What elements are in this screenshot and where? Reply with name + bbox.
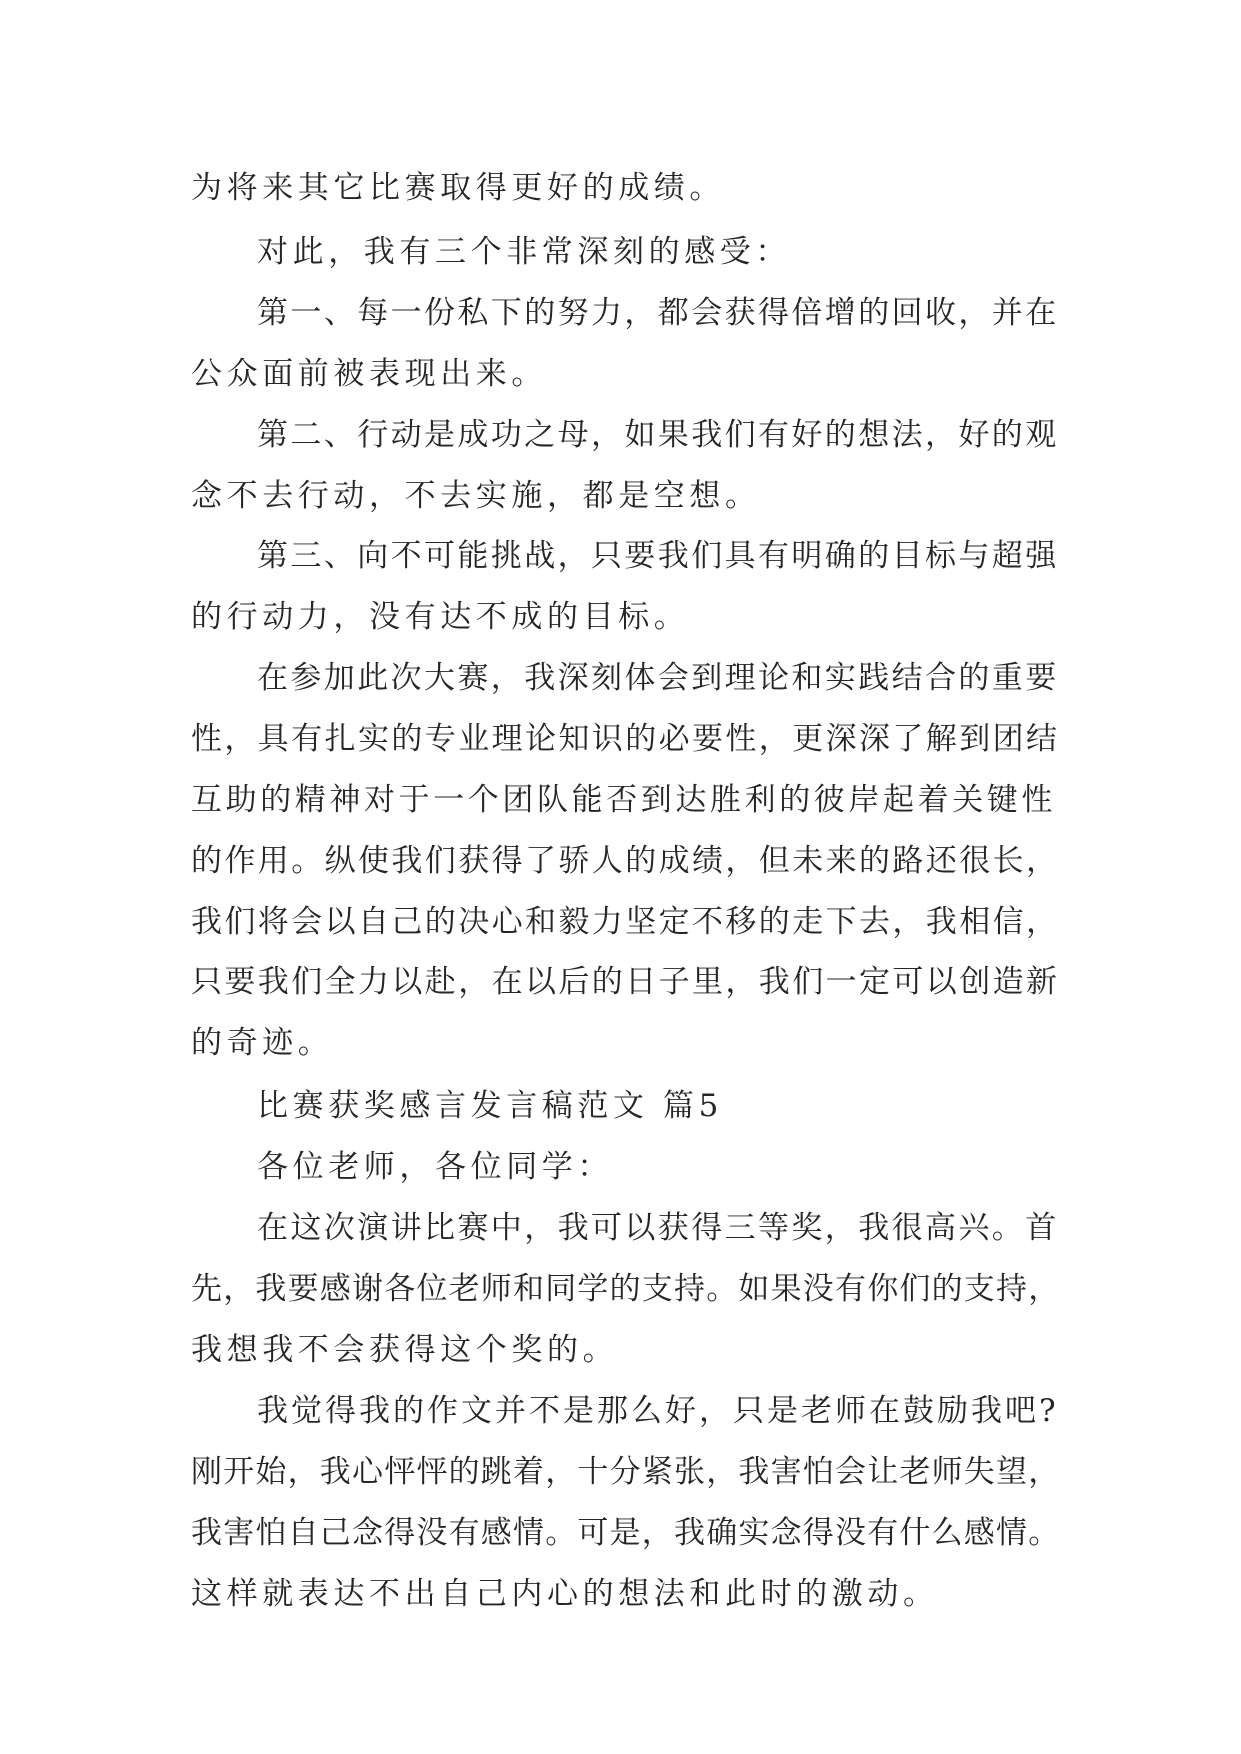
text-line: 的奇迹。 — [191, 1025, 334, 1061]
text-line: 刚开始，我心怦怦的跳着，十分紧张，我害怕会让老师失望， — [191, 1454, 1061, 1490]
text-line: 只要我们全力以赴，在以后的日子里，我们一定可以创造新 — [191, 964, 1060, 1000]
text-line: 为将来其它比赛取得更好的成绩。 — [191, 170, 725, 206]
text-line: 念不去行动，不去实施，都是空想。 — [191, 478, 761, 514]
text-line: 第二、行动是成功之母，如果我们有好的想法，好的观 — [257, 417, 1059, 453]
text-line: 先，我要感谢各位老师和同学的支持。如果没有你们的支持， — [191, 1271, 1061, 1307]
text-line: 这样就表达不出自己内心的想法和此时的激动。 — [191, 1576, 939, 1612]
text-line: 我想我不会获得这个奖的。 — [191, 1332, 619, 1368]
text-line: 我害怕自己念得没有感情。可是，我确实念得没有什么感情。 — [191, 1515, 1061, 1551]
text-line: 的作用。纵使我们获得了骄人的成绩，但未来的路还很长， — [191, 843, 1060, 879]
text-line: 第一、每一份私下的努力，都会获得倍增的回收，并在 — [257, 295, 1059, 331]
text-line: 对此，我有三个非常深刻的感受： — [257, 234, 791, 270]
text-line: 在参加此次大赛，我深刻体会到理论和实践结合的重要 — [257, 660, 1059, 696]
text-line: 的行动力，没有达不成的目标。 — [191, 599, 690, 635]
salutation: 各位老师，各位同学： — [257, 1149, 613, 1185]
text-line: 第三、向不可能挑战，只要我们具有明确的目标与超强 — [257, 538, 1059, 574]
section-heading: 比赛获奖感言发言稿范文 篇5 — [257, 1088, 723, 1124]
text-line: 我们将会以自己的决心和毅力坚定不移的走下去，我相信， — [191, 904, 1060, 940]
text-line: 性，具有扎实的专业理论知识的必要性，更深深了解到团结 — [191, 721, 1060, 757]
text-line: 我觉得我的作文并不是那么好，只是老师在鼓励我吧? — [257, 1393, 1059, 1429]
text-line: 公众面前被表现出来。 — [191, 356, 547, 392]
text-line: 在这次演讲比赛中，我可以获得三等奖，我很高兴。首 — [257, 1210, 1059, 1246]
text-line: 互助的精神对于一个团队能否到达胜利的彼岸起着关键性 — [191, 782, 1056, 818]
